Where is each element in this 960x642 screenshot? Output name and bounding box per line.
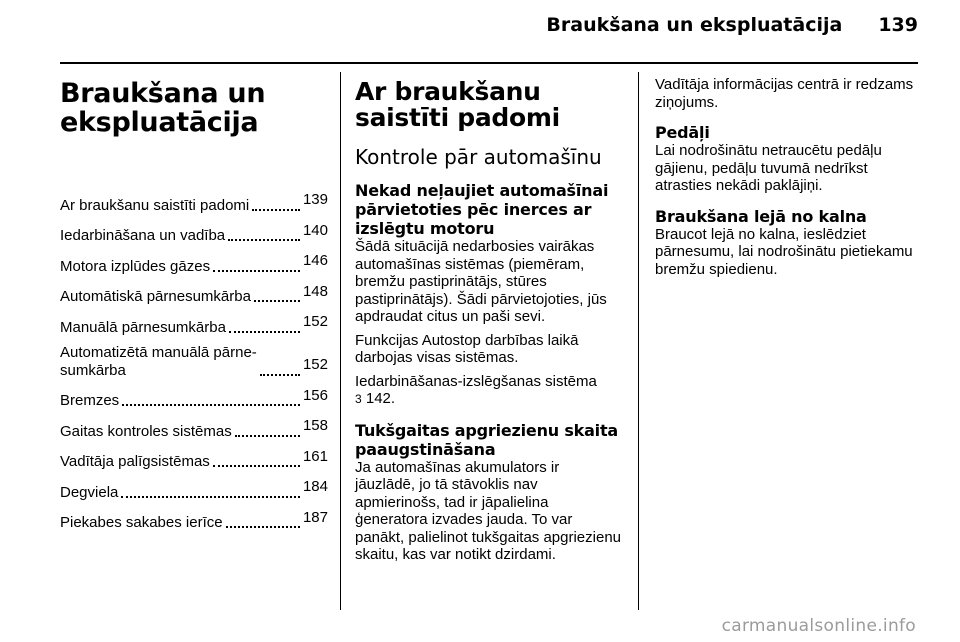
toc-entry-page: 156 [302, 386, 328, 404]
toc-entry-page: 148 [302, 282, 328, 300]
toc-leader-dots [121, 496, 300, 498]
chapter-column [60, 64, 328, 539]
toc-leader-dots [254, 300, 300, 302]
reference-text: Iedarbināšanas-izslēgšanas sistēma [355, 372, 597, 390]
toc-entry-page: 140 [302, 221, 328, 239]
toc-entry-title: Automatizētā manuālā pārne- sumkārba [60, 343, 257, 379]
toc-leader-dots [229, 331, 300, 333]
toc-entry[interactable] [60, 313, 328, 337]
page-number: 139 [878, 14, 918, 36]
topic-heading-coasting: Nekad neļaujiet automašīnai pārvietoties pēc inerces ar izslēgtu motoru [355, 181, 609, 238]
toc-entry-title: Piekabes sakabes ierīce [60, 514, 223, 531]
toc-leader-dots [226, 526, 300, 528]
running-header-title: Braukšana un ekspluatācija [546, 14, 843, 36]
topic-heading-pedals: Pedāļi [655, 123, 710, 142]
paragraph-continued: Vadītāja informācijas centrā ir redzams ziņojums. [655, 76, 914, 111]
table-of-contents [60, 191, 328, 532]
toc-leader-dots [213, 270, 300, 272]
toc-leader-dots [228, 239, 300, 241]
section-title: Ar braukšanu saistīti padomi [355, 77, 560, 132]
topic-heading-idle-speed: Tukšgaitas apgriezienu skaita paaugstināšana [355, 420, 619, 459]
toc-entry-title: Gaitas kontroles sistēmas [60, 422, 232, 440]
toc-leader-dots [213, 465, 300, 467]
toc-entry-page: 146 [302, 252, 328, 269]
toc-entry[interactable] [60, 478, 328, 502]
toc-entry-title: Iedarbināšana un vadība [60, 227, 226, 244]
paragraph: Lai nodrošinātu netraucētu pedāļu gājienu, pedāļu tuvumā nedrīkst atrasties nekādi paklājiņi. [655, 142, 882, 194]
toc-entry-title: Automātiskā pārnesumkārba [60, 288, 251, 305]
toc-leader-dots [260, 374, 300, 376]
toc-entry-page: 158 [302, 417, 328, 434]
toc-entry[interactable] [60, 509, 328, 533]
toc-entry-title: Bremzes [60, 392, 120, 409]
toc-entry[interactable] [60, 191, 328, 215]
toc-entry[interactable] [60, 448, 328, 472]
content-column-2 [655, 64, 920, 284]
column-divider [638, 72, 639, 610]
toc-entry-page: 187 [302, 508, 328, 526]
toc-entry-title: Vadītāja palīgsistēmas [60, 453, 210, 470]
toc-entry-page: 152 [302, 313, 328, 330]
toc-entry-title: Degviela [60, 483, 119, 501]
reference-arrow-icon: 3 [355, 392, 362, 406]
toc-entry[interactable] [60, 222, 328, 246]
paragraph-with-reference [355, 373, 623, 409]
toc-entry-page: 184 [302, 478, 328, 495]
column-divider [340, 72, 341, 610]
toc-entry[interactable] [60, 252, 328, 276]
toc-entry-title: Motora izplūdes gāzes [60, 257, 211, 275]
paragraph: Braucot lejā no kalna, ieslēdziet pārnesumu, lai nodrošinātu pietiekamu bremžu spiedienu. [655, 225, 913, 278]
paragraph: Šādā situācijā nedarbosies vairākas automašīnas sistēmas (piemēram, bremžu pastiprinātājs, stūres pastiprinātājs). Šādi pārvietojoties, jūs apdraudat citus un paši sevi. [355, 238, 607, 325]
paragraph: Ja automašīnas akumulators ir jāuzlādē, jo tā stāvoklis nav apmierinošs, tad ir jāpalielina ģeneratora izvades jauda. To var panākt, palielinot tukšgaitas apgriezienu skaitu, kas var notikt dzirdami. [355, 458, 622, 563]
running-header [546, 14, 918, 36]
watermark: carmanualsonline.info [721, 616, 916, 636]
reference-page: 142. [365, 390, 396, 407]
chapter-title: Braukšana un ekspluatācija [60, 78, 266, 138]
toc-leader-dots [235, 435, 300, 437]
toc-leader-dots [252, 209, 300, 211]
toc-entry[interactable] [60, 387, 328, 411]
toc-leader-dots [122, 404, 300, 406]
topic-heading-downhill: Braukšana lejā no kalna [655, 206, 867, 226]
toc-entry[interactable] [60, 344, 328, 380]
paragraph: Funkcijas Autostop darbības laikā darbojas visas sistēmas. [355, 331, 579, 366]
toc-entry-page: 139 [302, 191, 328, 208]
content-column-1 [355, 64, 623, 570]
toc-entry[interactable] [60, 283, 328, 307]
toc-entry-page: 152 [302, 356, 328, 373]
toc-entry[interactable] [60, 417, 328, 441]
toc-entry-page: 161 [302, 447, 328, 465]
toc-entry-title: Ar braukšanu saistīti padomi [60, 196, 250, 214]
toc-entry-title: Manuālā pārnesumkārba [60, 318, 226, 336]
section-subtitle: Kontrole pār automašīnu [355, 145, 602, 169]
